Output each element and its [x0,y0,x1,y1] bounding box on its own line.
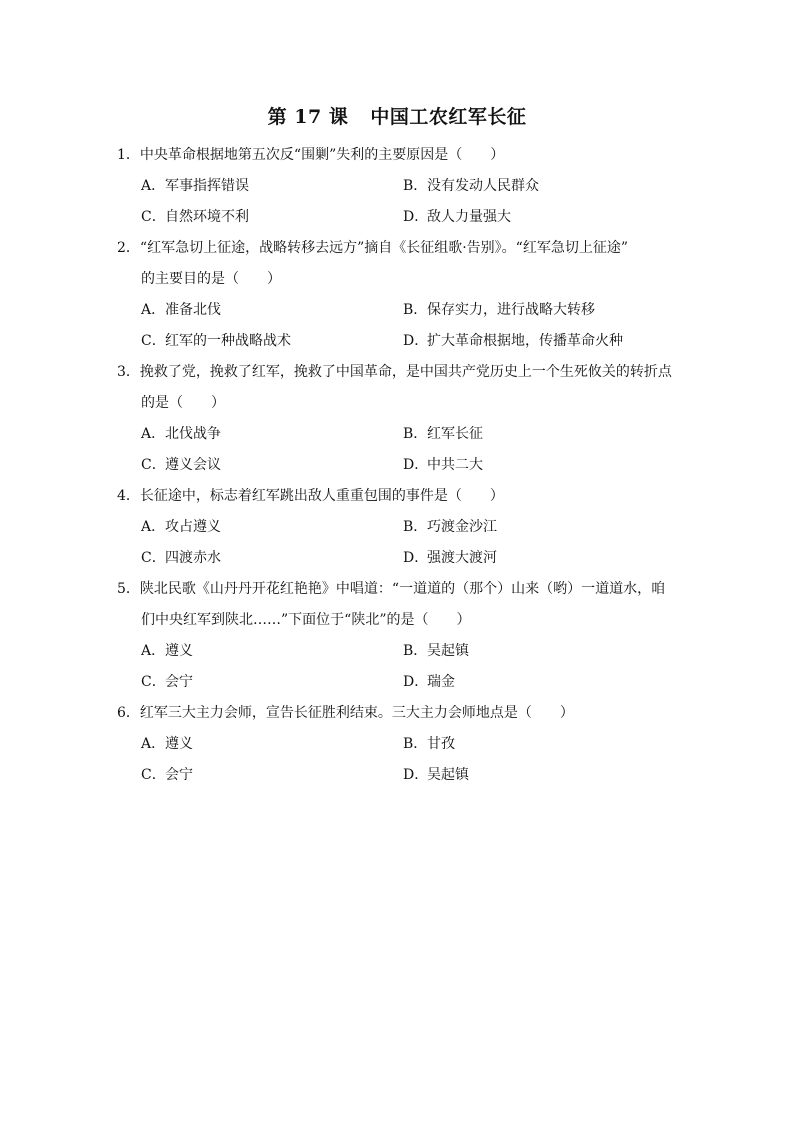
question-stem [117,574,682,636]
question-text: 长征途中，标志着红军跳出敌人重重包围的事件是（ ） [139,488,504,504]
option-letter: B． [403,736,428,752]
option-letter: D． [403,674,429,690]
question-text-continued: 的是（ ） [141,395,225,411]
option-letter: C． [141,333,166,349]
option-list [117,512,682,574]
question-text: “红军急切上征途，战略转移去远方”摘自《长征组歌·告别》。“红军急切上征途” [139,240,628,256]
option-text: 吴起镇 [427,643,469,659]
question-number: 1． [117,147,140,163]
option-letter: B． [403,643,428,659]
option-text: 四渡赤水 [165,550,221,566]
option-text: 保存实力，进行战略大转移 [427,302,595,318]
option-list [117,419,682,481]
option-a [141,729,403,760]
question-number: 6． [117,705,140,721]
option-text: 遵义 [165,643,193,659]
option-letter: C． [141,767,166,783]
option-text: 瑞金 [427,674,455,690]
question-stem [117,481,682,512]
option-letter: D． [403,457,429,473]
option-d [403,450,665,481]
option-a [141,636,403,667]
option-a [141,295,403,326]
option-d [403,543,665,574]
option-c [141,450,403,481]
option-a [141,171,403,202]
option-text: 没有发动人民群众 [427,178,539,194]
option-letter: A． [141,519,166,535]
question-number: 2． [117,240,140,256]
option-letter: C． [141,209,166,225]
option-c [141,326,403,357]
option-c [141,543,403,574]
question-text: 陕北民歌《山丹丹开花红艳艳》中唱道：“一道道的（那个）山来（哟）一道道水，咱 [139,581,666,597]
option-b [403,512,665,543]
option-text: 中共二大 [427,457,483,473]
option-c [141,667,403,698]
option-d [403,760,665,791]
option-letter: A． [141,426,166,442]
option-c [141,760,403,791]
option-text: 自然环境不利 [165,209,249,225]
lesson-number: 第 17 课 [267,106,349,128]
option-text: 遵义会议 [165,457,221,473]
option-text: 北伐战争 [165,426,221,442]
option-letter: B． [403,519,428,535]
option-text: 强渡大渡河 [427,550,497,566]
option-c [141,202,403,233]
option-list [117,171,682,233]
option-text: 敌人力量强大 [427,209,511,225]
option-text: 会宁 [165,767,193,783]
option-letter: A． [141,178,166,194]
question-5 [117,574,682,698]
option-letter: D． [403,767,429,783]
question-1 [117,140,682,233]
question-4 [117,481,682,574]
option-b [403,419,665,450]
option-text: 甘孜 [427,736,455,752]
option-b [403,171,665,202]
question-number: 3． [117,364,140,380]
option-text: 吴起镇 [427,767,469,783]
option-text: 军事指挥错误 [165,178,249,194]
option-list [117,636,682,698]
option-b [403,636,665,667]
option-d [403,202,665,233]
question-text: 中央革命根据地第五次反“围剿”失利的主要原因是（ ） [139,147,505,163]
option-text: 巧渡金沙江 [427,519,497,535]
option-letter: A． [141,736,166,752]
option-b [403,295,665,326]
option-text: 会宁 [165,674,193,690]
option-letter: C． [141,550,166,566]
lesson-name: 中国工农红军长征 [370,106,527,128]
option-a [141,419,403,450]
option-list [117,295,682,357]
option-letter: D． [403,550,429,566]
question-list [117,140,682,791]
option-letter: A． [141,302,166,318]
option-letter: A． [141,643,166,659]
option-list [117,729,682,791]
option-b [403,729,665,760]
option-d [403,326,665,357]
question-stem [117,698,682,729]
option-text: 红军的一种战略战术 [165,333,291,349]
question-text-continued: 们中央红军到陕北……”下面位于“陕北”的是（ ） [141,612,471,628]
question-number: 5． [117,581,140,597]
question-text: 红军三大主力会师，宣告长征胜利结束。三大主力会师地点是（ ） [139,705,574,721]
option-d [403,667,665,698]
question-6 [117,698,682,791]
option-letter: C． [141,457,166,473]
question-stem [117,233,682,295]
option-letter: C． [141,674,166,690]
option-text: 扩大革命根据地，传播革命火种 [427,333,623,349]
option-letter: B． [403,426,428,442]
option-text: 攻占遵义 [165,519,221,535]
question-stem [117,357,682,419]
page-title [0,103,794,131]
option-letter: B． [403,302,428,318]
question-3 [117,357,682,481]
option-a [141,512,403,543]
option-text: 遵义 [165,736,193,752]
option-letter: B． [403,178,428,194]
question-number: 4． [117,488,140,504]
question-stem [117,140,682,171]
option-letter: D． [403,333,429,349]
option-text: 准备北伐 [165,302,221,318]
option-letter: D． [403,209,429,225]
option-text: 红军长征 [427,426,483,442]
question-text-continued: 的主要目的是（ ） [141,271,281,287]
question-2 [117,233,682,357]
question-text: 挽救了党，挽救了红军，挽救了中国革命，是中国共产党历史上一个生死攸关的转折点 [139,364,672,380]
